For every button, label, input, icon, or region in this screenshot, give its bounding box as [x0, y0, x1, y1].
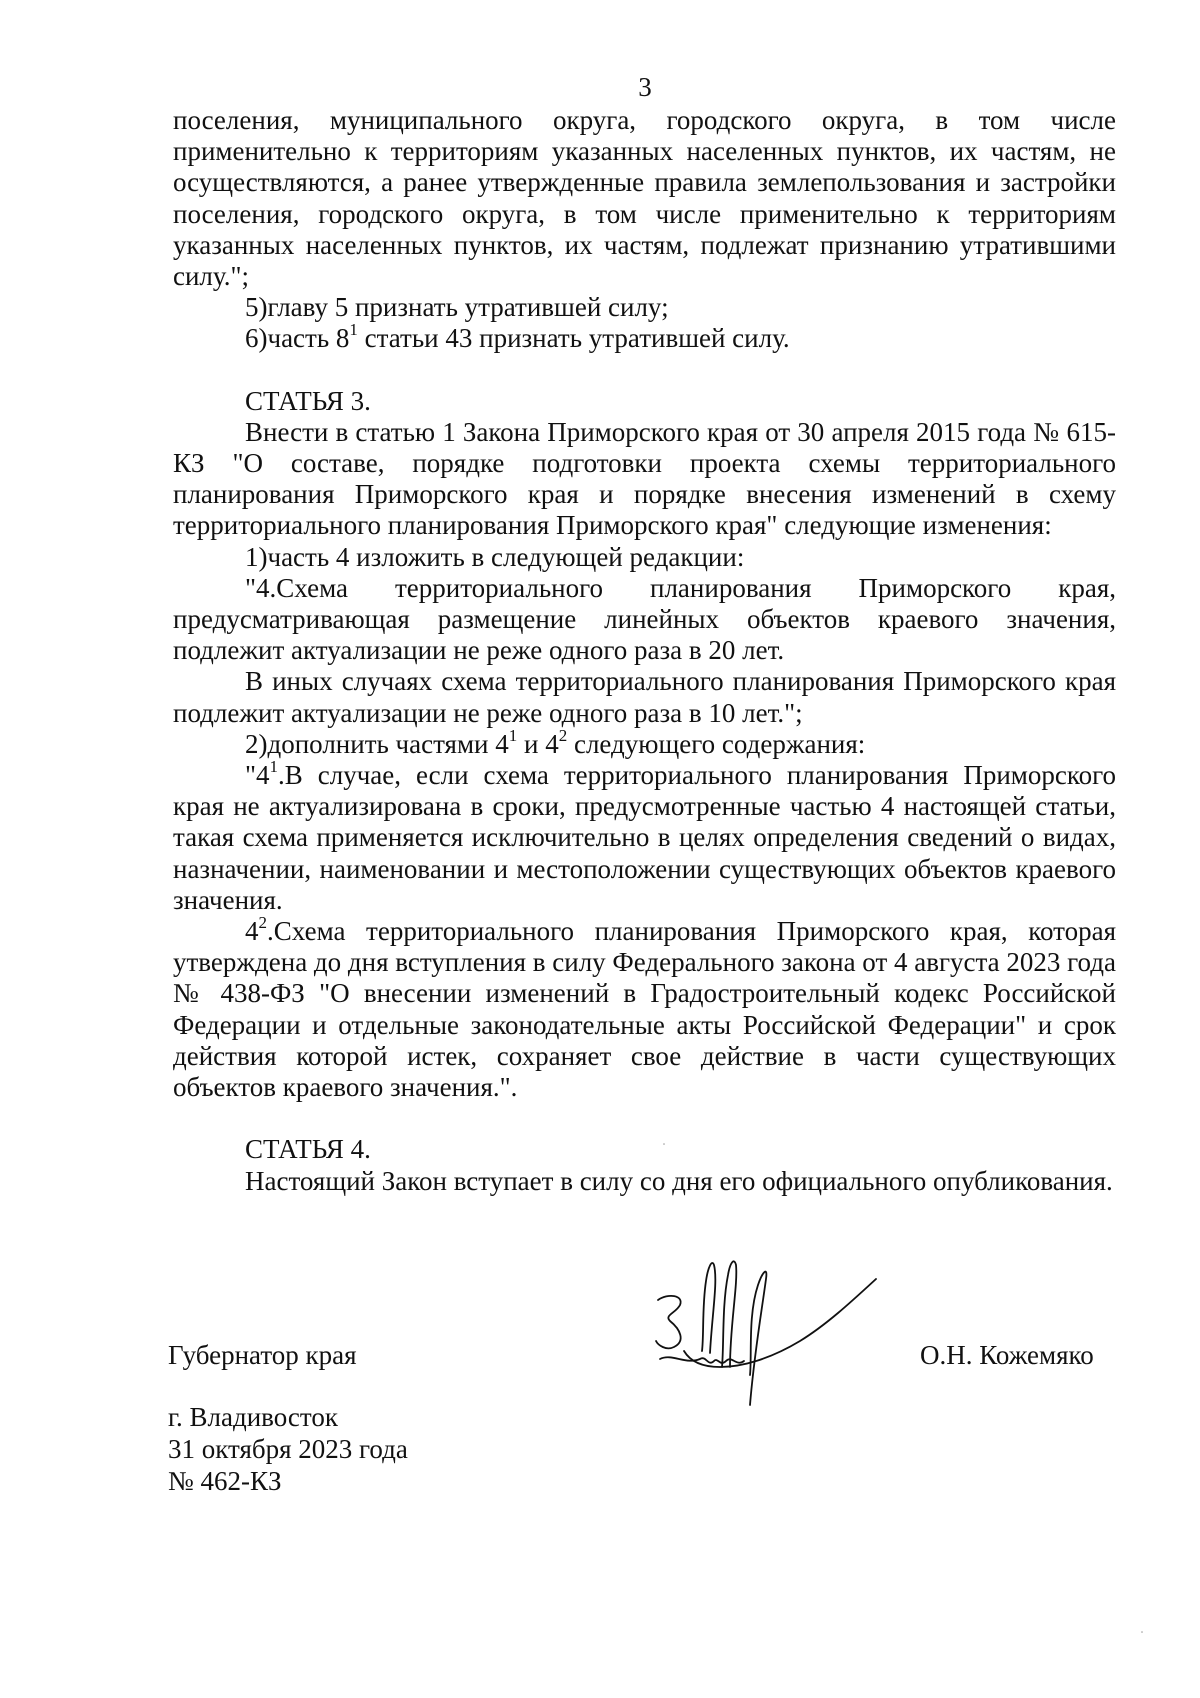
article-3-item-1: 1)часть 4 изложить в следующей редакции: — [245, 541, 745, 572]
signing-date: 31 октября 2023 года — [168, 1434, 408, 1464]
scan-speck — [1140, 1630, 1144, 1634]
article-4-heading: СТАТЬЯ 4. — [245, 1134, 371, 1165]
law-number: № 462-КЗ — [168, 1466, 282, 1496]
article-4-text: Настоящий Закон вступает в силу со дня его официального опубликования. — [245, 1165, 1113, 1196]
continuation-paragraph: поселения, муниципального округа, городского округа, в том числе применительно к территориям указанных населенных пунктов, их частям, не осуществляются, а ранее утвержденные правила землепользования и застройки поселения, городского округа, в том числе применительно к территориям указанных населенных пунктов, их частям, подлежат признанию утратившими силу."; — [173, 105, 1116, 292]
article-3-heading: СТАТЬЯ 3. — [245, 385, 371, 416]
signing-place: г. Владивосток — [168, 1402, 338, 1432]
signature-image — [650, 1255, 880, 1415]
article-3-part-4-1: "$4^1.В$ случае, если схема территориального планирования Приморского края не актуализирована в сроки, предусмотренные частью 4 настоящей статьи, такая схема применяется исключительно в целях определения сведений о видах, назначении, наименовании и местоположении существующих объектов краевого значения. — [173, 757, 1116, 915]
document-body — [173, 105, 1116, 1197]
article-3-part-4: "4.Схема территориального планирования Приморского края, предусматривающая размещение линейных объектов краевого значения, подлежит актуализации не реже одного раза в 20 лет. — [173, 572, 1116, 666]
article-3-part-4-2: $4^2.Схема$ территориального планирования Приморского края, которая утверждена до дня вступления в силу Федерального закона от 4 августа 2023 года № 438-ФЗ "О внесении изменений в Градостроительный кодекс Российской Федерации и отдельные законодательные акты Российской Федерации" и срок действия которой истек, сохраняет свое действие в части существующих объектов краевого значения.". — [173, 913, 1116, 1103]
article-3-intro: Внести в статью 1 Закона Приморского края от 30 апреля 2015 года № 615-КЗ "О составе, порядке подготовки проекта схемы территориального планирования Приморского края и порядке внесения изменений в схему территориального планирования Приморского края" следующие изменения: — [173, 416, 1116, 541]
item-5: 5)главу 5 признать утратившей силу; — [245, 292, 669, 323]
signatory-title: Губернатор края — [168, 1340, 357, 1370]
scan-speck — [662, 1142, 666, 1146]
signatory-name: О.Н. Кожемяко — [920, 1340, 1094, 1370]
page-number: 3 — [638, 72, 652, 102]
item-6: 6)часть $8^1$ статьи 43 признать утратившей силу. — [245, 320, 790, 354]
article-3-item-2: 2)дополнить частями $4^1$ и $4^2$ следующего содержания: — [245, 725, 866, 759]
article-3-part-4-other: В иных случаях схема территориального планирования Приморского края подлежит актуализации не реже одного раза в 10 лет."; — [173, 666, 1116, 728]
